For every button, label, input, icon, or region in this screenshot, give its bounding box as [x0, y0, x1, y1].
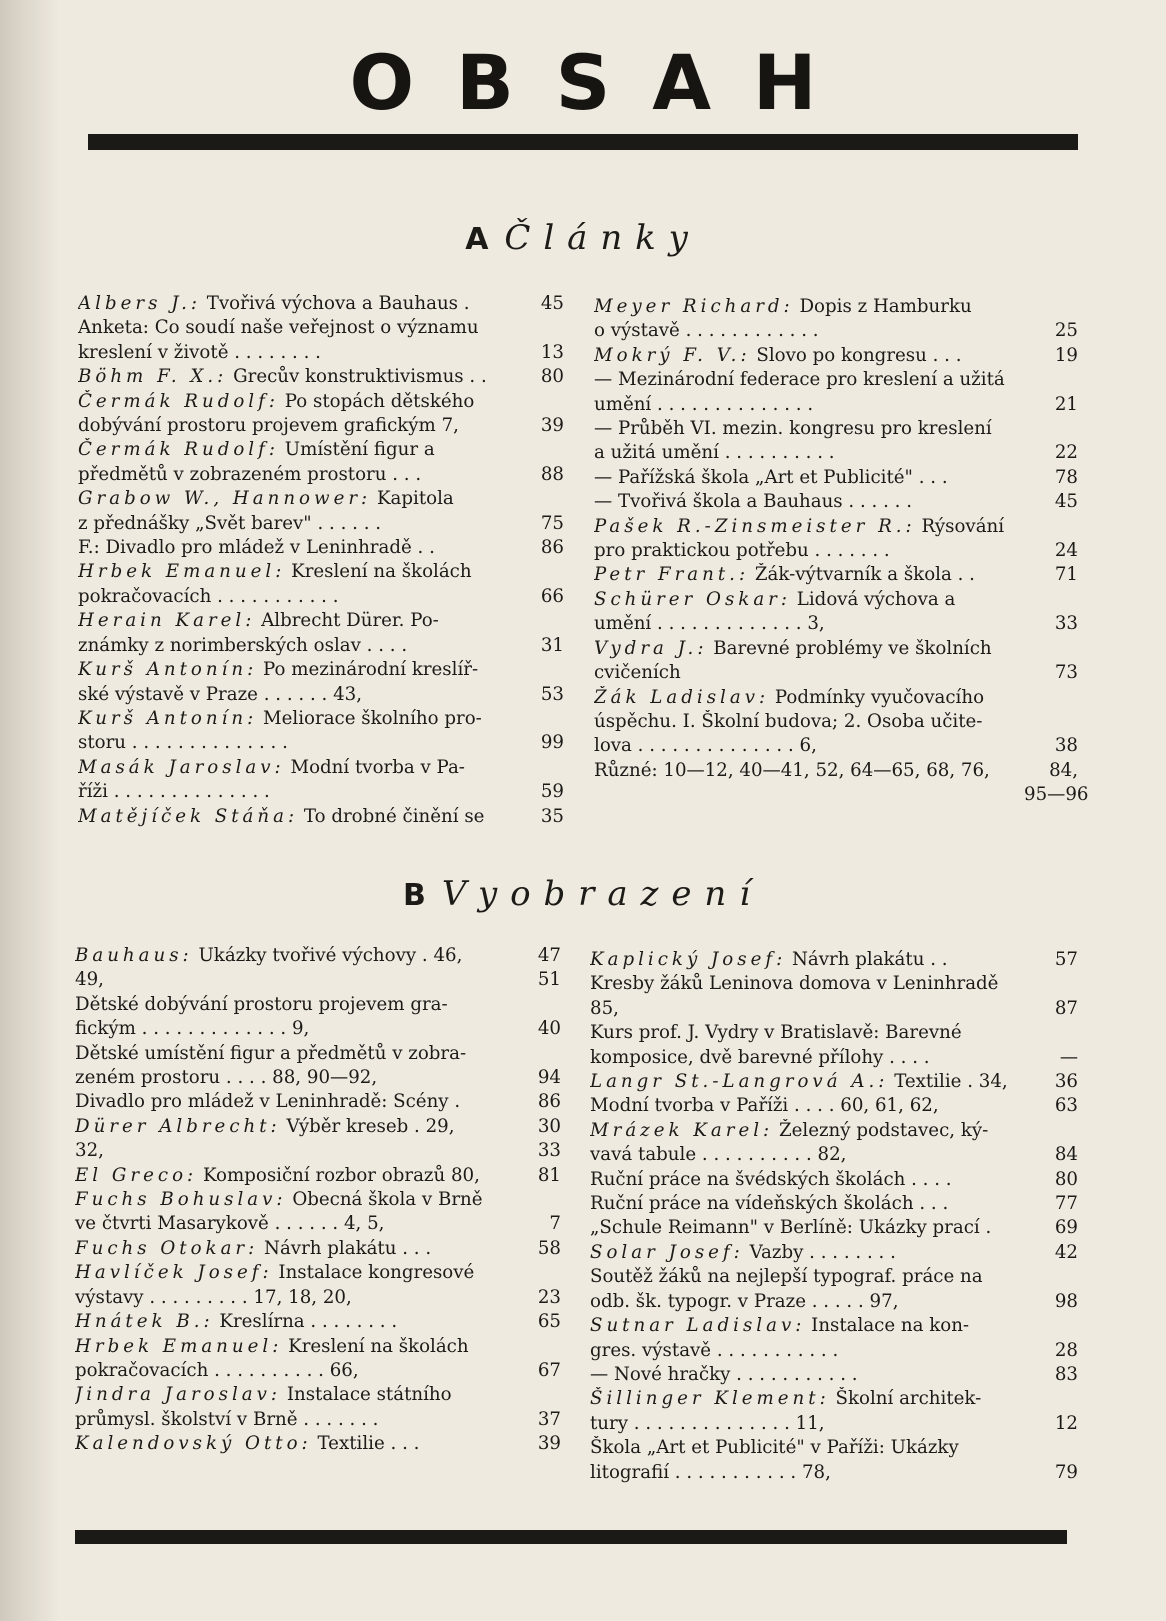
entry-text: Langr St.-Langrová A.: Textilie . 34,: [590, 1071, 1008, 1093]
entry-text: Masák Jaroslav: Modní tvorba v Pa-: [78, 756, 465, 778]
index-entry: [78, 365, 564, 389]
entry-text: o výstavě . . . . . . . . . . . .: [594, 320, 819, 342]
author-name: Grabow W., Hannower:: [78, 488, 372, 510]
index-entry: [590, 1461, 1078, 1485]
author-name: Bauhaus:: [75, 945, 193, 966]
entry-page: 7: [549, 1213, 561, 1235]
entry-page: 66: [540, 585, 564, 607]
entry-text: Sutnar Ladislav: Instalace na kon-: [590, 1315, 970, 1337]
index-entry: [75, 1359, 561, 1383]
entry-text: komposice, dvě barevné přílohy . . . .: [590, 1046, 930, 1068]
entry-page: 19: [1054, 344, 1078, 366]
entry-page: 79: [1054, 1461, 1078, 1483]
author-name: El Greco:: [75, 1164, 198, 1186]
index-entry: [590, 972, 1078, 996]
entry-text: Kurš Antonín: Meliorace školního pro-: [78, 707, 482, 729]
index-entry: [75, 1066, 561, 1090]
entry-page: 88: [540, 463, 564, 485]
author-name: Šillinger Klement:: [590, 1388, 830, 1410]
entry-text: fickým . . . . . . . . . . . . . 9,: [75, 1018, 310, 1040]
index-entry: [590, 1314, 1078, 1338]
index-entry: [78, 560, 564, 584]
index-entry: [75, 1383, 561, 1407]
entry-text: litografií . . . . . . . . . . . 78,: [590, 1461, 831, 1483]
entry-text: odb. šk. typogr. v Praze . . . . . 97,: [590, 1290, 899, 1312]
index-entry: [594, 710, 1078, 734]
index-entry: [594, 612, 1078, 636]
entry-text: lova . . . . . . . . . . . . . . 6,: [594, 735, 817, 757]
index-entry: [590, 1192, 1078, 1216]
entry-text: Meyer Richard: Dopis z Hamburku: [594, 296, 972, 317]
entry-page: 98: [1054, 1290, 1078, 1312]
index-entry: [590, 1216, 1078, 1240]
author-name: Žák Ladislav:: [594, 686, 770, 708]
entry-text: Anketa: Co soudí naše veřejnost o významu: [78, 317, 479, 339]
index-entry: [78, 707, 564, 731]
index-entry: [590, 1094, 1078, 1118]
entry-text: Kresby žáků Leninova domova v Leninhradě: [590, 973, 999, 995]
entry-text: 32,: [75, 1140, 104, 1162]
index-entry: [594, 637, 1078, 661]
entry-text: Divadlo pro mládež v Leninhradě: Scény .: [75, 1091, 461, 1113]
entry-text: Havlíček Josef: Instalace kongresové: [75, 1262, 475, 1284]
author-name: Mrázek Karel:: [590, 1119, 774, 1141]
entry-text: a užitá umění . . . . . . . . . .: [594, 442, 835, 464]
entry-page: 37: [537, 1408, 561, 1430]
index-entry: [78, 414, 564, 438]
entry-page: 77: [1054, 1193, 1078, 1215]
index-entry: [590, 1070, 1078, 1094]
author-name: Hrbek Emanuel:: [78, 561, 286, 583]
entry-text: Matějíček Stáňa: To drobné činění se: [78, 805, 485, 827]
entry-page: 80: [1054, 1168, 1078, 1190]
entry-text: ské výstavě v Praze . . . . . . 43,: [78, 683, 363, 705]
entry-page: 75: [540, 512, 564, 534]
entry-text: Dürer Albrecht: Výběr kreseb . 29,: [75, 1115, 455, 1137]
entry-text: Albers J.: Tvořivá výchova a Bauhaus .: [78, 293, 470, 314]
entry-text: Kaplický Josef: Návrh plakátu . .: [590, 949, 948, 970]
index-entry: [78, 512, 564, 536]
index-entry: [75, 1139, 561, 1163]
section-b-right-column: [590, 948, 1078, 1485]
section-b-heading: [0, 874, 1166, 914]
page-title: OBSAH: [349, 38, 859, 127]
entry-text: Čermák Rudolf: Umístění figur a: [78, 439, 435, 461]
entry-text: dobývání prostoru projevem grafickým 7,: [78, 415, 459, 437]
author-name: Dürer Albrecht:: [75, 1115, 281, 1137]
entry-page: 35: [540, 805, 564, 827]
section-b-letter: B: [402, 878, 426, 913]
entry-page: 67: [537, 1359, 561, 1381]
index-entry: [75, 1042, 561, 1066]
index-entry: [78, 780, 564, 804]
entry-page: 13: [540, 341, 564, 363]
entry-text: zeném prostoru . . . . 88, 90—92,: [75, 1067, 378, 1089]
entry-text: úspěchu. I. Školní budova; 2. Osoba učite-: [594, 710, 983, 732]
index-entry: [75, 968, 561, 992]
entry-text: Ruční práce na švédských školách . . . .: [590, 1168, 952, 1190]
entry-text: ve čtvrti Masarykově . . . . . . 4, 5,: [75, 1213, 385, 1235]
entry-text: Čermák Rudolf: Po stopách dětského: [78, 390, 475, 412]
entry-page: 69: [1054, 1217, 1078, 1239]
index-entry: [590, 1436, 1078, 1460]
index-entry: [78, 487, 564, 511]
index-entry: [78, 756, 564, 780]
section-a-title: Články: [504, 218, 701, 258]
entry-page: 22: [1054, 442, 1078, 464]
entry-text: Žák Ladislav: Podmínky vyučovacího: [594, 686, 985, 708]
entry-text: Hnátek B.: Kreslírna . . . . . . . .: [75, 1311, 398, 1333]
entry-text: Šillinger Klement: Školní architek-: [590, 1388, 982, 1410]
entry-text: Dětské umístění figur a předmětů v zobra-: [75, 1042, 467, 1064]
entry-page: 78: [1054, 466, 1078, 488]
entry-text: Grabow W., Hannower: Kapitola: [78, 488, 454, 510]
index-entry: [594, 661, 1078, 685]
author-name: Böhm F. X.:: [78, 366, 228, 388]
index-entry: [78, 390, 564, 414]
entry-text: 49,: [75, 969, 104, 991]
section-a-right-column: [594, 295, 1089, 808]
entry-text: pokračovacích . . . . . . . . . . .: [78, 585, 339, 607]
author-name: Jindra Jaroslav:: [75, 1384, 282, 1406]
index-entry: [594, 417, 1078, 441]
author-name: Herain Karel:: [78, 610, 256, 632]
index-entry: [78, 316, 564, 340]
entry-text: Škola „Art et Publicité" v Paříži: Ukázky: [590, 1437, 959, 1459]
author-name: Hnátek B.:: [75, 1311, 214, 1333]
index-entry: [78, 536, 564, 560]
index-entry: [594, 490, 1078, 514]
entry-page: 31: [540, 634, 564, 656]
entry-text: Kurs prof. J. Vydry v Bratislavě: Barevné: [590, 1022, 962, 1044]
entry-page: 23: [537, 1286, 561, 1308]
entry-text: tury . . . . . . . . . . . . . . 11,: [590, 1412, 825, 1434]
author-name: Masák Jaroslav:: [78, 756, 285, 778]
index-entry: [78, 585, 564, 609]
bottom-rule: [75, 1530, 1067, 1544]
entry-page: 28: [1054, 1339, 1078, 1361]
entry-page: 39: [540, 415, 564, 437]
entry-text: Petr Frant.: Žák-výtvarník a škola . .: [594, 564, 975, 586]
author-name: Solar Josef:: [590, 1241, 744, 1263]
author-name: Kurš Antonín:: [78, 707, 258, 729]
entry-text: Kalendovský Otto: Textilie . . .: [75, 1433, 420, 1455]
entry-text: Dětské dobývání prostoru projevem gra-: [75, 993, 448, 1015]
entry-text: Mokrý F. V.: Slovo po kongresu . . .: [594, 344, 962, 366]
entry-text: kreslení v životě . . . . . . . .: [78, 341, 321, 363]
author-name: Vydra J.:: [594, 637, 708, 659]
entry-page: 81: [537, 1164, 561, 1186]
entry-page: 25: [1054, 320, 1078, 342]
entry-text: Hrbek Emanuel: Kreslení na školách: [75, 1335, 469, 1357]
entry-page: 40: [537, 1018, 561, 1040]
author-name: Čermák Rudolf:: [78, 439, 279, 461]
index-entry: [594, 759, 1078, 783]
index-entry: [75, 1090, 561, 1114]
author-name: Langr St.-Langrová A.:: [590, 1071, 889, 1093]
section-b-title: Vyobrazení: [441, 874, 764, 914]
entry-text: umění . . . . . . . . . . . . . .: [594, 393, 814, 415]
entry-text: z přednášky „Svět barev" . . . . . .: [78, 512, 382, 534]
entry-text: Soutěž žáků na nejlepší typograf. práce na: [590, 1266, 983, 1288]
entry-text: Böhm F. X.: Grecův konstruktivismus . .: [78, 366, 487, 388]
index-entry: [78, 292, 564, 316]
author-name: Kurš Antonín:: [78, 659, 258, 681]
entry-text: známky z norimberských oslav . . . .: [78, 634, 408, 656]
entry-page: 86: [537, 1091, 561, 1113]
entry-page: 30: [537, 1115, 561, 1137]
index-entry: [590, 1168, 1078, 1192]
index-entry: [78, 658, 564, 682]
index-entry: [590, 997, 1078, 1021]
entry-text: předmětů v zobrazeném prostoru . . .: [78, 463, 422, 485]
entry-text: pro praktickou potřebu . . . . . . .: [594, 540, 890, 562]
index-entry: [590, 1387, 1078, 1411]
index-entry: [78, 683, 564, 707]
index-entry: [75, 1335, 561, 1359]
author-name: Albers J.:: [78, 293, 201, 314]
entry-text: — Nové hračky . . . . . . . . . . .: [590, 1363, 858, 1385]
author-name: Pašek R.-Zinsmeister R.:: [594, 515, 916, 537]
index-entry: [75, 1212, 561, 1236]
entry-text: El Greco: Komposiční rozbor obrazů 80,: [75, 1164, 480, 1186]
entry-text: výstavy . . . . . . . . . 17, 18, 20,: [75, 1286, 352, 1308]
index-entry: [78, 609, 564, 633]
entry-page: 38: [1054, 735, 1078, 757]
entry-page: 73: [1054, 662, 1078, 684]
entry-text: 85,: [590, 997, 619, 1019]
entry-page: 63: [1054, 1095, 1078, 1117]
index-entry: [75, 1164, 561, 1188]
entry-text: Bauhaus: Ukázky tvořivé výchovy . 46,: [75, 945, 463, 966]
index-entry: [75, 1261, 561, 1285]
author-name: Hrbek Emanuel:: [75, 1335, 283, 1357]
entry-text: Pašek R.-Zinsmeister R.: Rýsování: [594, 515, 1005, 537]
top-rule: [88, 134, 1078, 150]
entry-text: — Průběh VI. mezin. kongresu pro kreslení: [594, 418, 992, 440]
index-entry: [75, 1310, 561, 1334]
index-entry: [590, 1339, 1078, 1363]
entry-text: Jindra Jaroslav: Instalace státního: [75, 1384, 452, 1406]
entry-page: 59: [540, 781, 564, 803]
entry-page: 94: [537, 1067, 561, 1089]
entry-text: Fuchs Bohuslav: Obecná škola v Brně: [75, 1189, 483, 1211]
entry-page: 58: [537, 1237, 561, 1259]
entry-page: 51: [537, 969, 561, 991]
index-entry: [78, 463, 564, 487]
index-entry: [78, 634, 564, 658]
entry-text: cvičeních: [594, 662, 681, 684]
index-entry: [590, 948, 1078, 972]
entry-text: F.: Divadlo pro mládež v Leninhradě . .: [78, 537, 435, 559]
entry-text: Herain Karel: Albrecht Dürer. Po-: [78, 610, 439, 632]
entry-text: průmysl. školství v Brně . . . . . . .: [75, 1408, 379, 1430]
entry-page: 45: [1054, 491, 1078, 513]
author-name: Mokrý F. V.:: [594, 344, 751, 366]
index-entry: [590, 1119, 1078, 1143]
author-name: Fuchs Bohuslav:: [75, 1189, 287, 1211]
index-entry: [590, 1241, 1078, 1265]
entry-page: 84: [1054, 1144, 1078, 1166]
entry-page: 83: [1054, 1363, 1078, 1385]
index-entry: [75, 1017, 561, 1041]
section-b-left-column: [75, 944, 561, 1457]
index-entry: [590, 1363, 1078, 1387]
entry-text: vavá tabule . . . . . . . . . . 82,: [590, 1144, 847, 1166]
index-entry: [594, 441, 1078, 465]
author-name: Kalendovský Otto:: [75, 1433, 312, 1455]
index-entry: [594, 539, 1078, 563]
index-entry: [75, 1237, 561, 1261]
entry-text: — Mezinárodní federace pro kreslení a užitá: [594, 369, 1005, 391]
index-entry: [594, 734, 1078, 758]
entry-page: 24: [1054, 540, 1078, 562]
author-name: Matějíček Stáňa:: [78, 805, 299, 827]
entry-page: —: [1059, 1046, 1078, 1068]
entry-text: Mrázek Karel: Železný podstavec, ký-: [590, 1119, 989, 1141]
entry-text: storu . . . . . . . . . . . . . .: [78, 732, 288, 754]
author-name: Čermák Rudolf:: [78, 390, 279, 412]
entry-page: 12: [1054, 1412, 1078, 1434]
entry-text: „Schule Reimann" v Berlíně: Ukázky prací .: [590, 1217, 992, 1239]
index-entry: [78, 731, 564, 755]
index-entry: [590, 1290, 1078, 1314]
entry-text: Různé: 10—12, 40—41, 52, 64—65, 68, 76,: [594, 759, 990, 781]
entry-text: Fuchs Otokar: Návrh plakátu . . .: [75, 1237, 432, 1259]
entry-text: Kurš Antonín: Po mezinárodní kreslíř-: [78, 659, 479, 681]
entry-text: Schürer Oskar: Lidová výchova a: [594, 588, 956, 610]
entry-page: 33: [1054, 613, 1078, 635]
index-entry: [594, 344, 1078, 368]
entry-text: Ruční práce na vídeňských školách . . .: [590, 1193, 949, 1215]
author-name: Sutnar Ladislav:: [590, 1315, 806, 1337]
author-name: Fuchs Otokar:: [75, 1237, 259, 1259]
index-entry: [78, 341, 564, 365]
entry-page: 36: [1054, 1071, 1078, 1093]
entry-text: — Pařížská škola „Art et Publicité" . . .: [594, 466, 948, 488]
entry-text: Modní tvorba v Paříži . . . . 60, 61, 62,: [590, 1095, 939, 1117]
entry-text: Solar Josef: Vazby . . . . . . . .: [590, 1241, 896, 1263]
entry-page: 53: [540, 683, 564, 705]
entry-page: 84,: [1049, 759, 1078, 781]
index-entry: [590, 1046, 1078, 1070]
index-entry: [78, 805, 564, 829]
author-name: Havlíček Josef:: [75, 1262, 273, 1284]
entry-page: 45: [540, 293, 564, 314]
entry-page: 39: [537, 1433, 561, 1455]
author-name: Kaplický Josef:: [590, 949, 787, 970]
index-entry: [594, 783, 1089, 807]
index-entry: [594, 563, 1078, 587]
entry-page: 86: [540, 537, 564, 559]
index-entry: [594, 393, 1078, 417]
section-a-letter: A: [465, 222, 489, 257]
index-entry: [75, 1188, 561, 1212]
index-entry: [75, 1286, 561, 1310]
entry-page: 99: [540, 732, 564, 754]
entry-page: 42: [1054, 1241, 1078, 1263]
entry-page: 71: [1054, 564, 1078, 586]
entry-text: Vydra J.: Barevné problémy ve školních: [594, 637, 992, 659]
index-entry: [75, 1432, 561, 1456]
index-entry: [78, 438, 564, 462]
entry-text: říži . . . . . . . . . . . . . .: [78, 781, 270, 803]
entry-page: 47: [537, 945, 561, 966]
author-name: Schürer Oskar:: [594, 588, 791, 610]
index-entry: [594, 515, 1078, 539]
entry-page: 33: [537, 1140, 561, 1162]
index-entry: [594, 466, 1078, 490]
section-a-left-column: [78, 292, 564, 829]
index-entry: [590, 1143, 1078, 1167]
entry-text: Hrbek Emanuel: Kreslení na školách: [78, 561, 472, 583]
entry-text: gres. výstavě . . . . . . . . . . .: [590, 1339, 839, 1361]
entry-page: 80: [540, 366, 564, 388]
entry-page: 87: [1054, 997, 1078, 1019]
index-entry: [75, 944, 561, 968]
index-entry: [75, 1115, 561, 1139]
index-entry: [594, 686, 1078, 710]
index-entry: [590, 1021, 1078, 1045]
index-entry: [590, 1412, 1078, 1436]
index-entry: [594, 588, 1078, 612]
index-entry: [75, 1408, 561, 1432]
index-entry: [594, 368, 1078, 392]
index-entry: [594, 319, 1078, 343]
section-a-heading: [0, 218, 1166, 258]
entry-text: umění . . . . . . . . . . . . . 3,: [594, 613, 825, 635]
entry-page: 21: [1054, 393, 1078, 415]
index-entry: [75, 993, 561, 1017]
entry-text: — Tvořivá škola a Bauhaus . . . . . .: [594, 491, 913, 513]
entry-page: 95—96: [1024, 784, 1089, 806]
entry-text: pokračovacích . . . . . . . . . . 66,: [75, 1359, 359, 1381]
index-entry: [590, 1265, 1078, 1289]
author-name: Meyer Richard:: [594, 296, 794, 317]
entry-page: 57: [1054, 949, 1078, 970]
author-name: Petr Frant.:: [594, 564, 750, 586]
index-entry: [594, 295, 1078, 319]
entry-page: 65: [537, 1311, 561, 1333]
